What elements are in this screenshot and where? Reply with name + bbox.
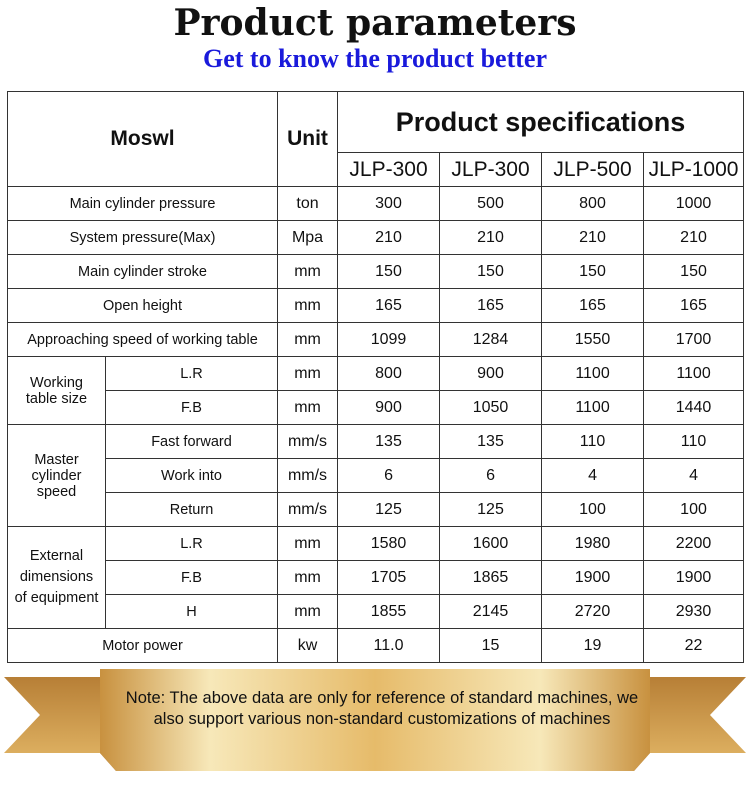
- cell-value: 1100: [542, 391, 644, 425]
- cell-value: 1000: [644, 187, 744, 221]
- row-label: Motor power: [8, 629, 278, 663]
- cell-value: 1900: [542, 561, 644, 595]
- model-header: JLP-300: [440, 153, 542, 187]
- cell-value: 1100: [644, 357, 744, 391]
- cell-value: 4: [542, 459, 644, 493]
- cell-value: 1050: [440, 391, 542, 425]
- spec-table: [7, 91, 744, 663]
- cell-value: 800: [338, 357, 440, 391]
- cell-value: 500: [440, 187, 542, 221]
- row-label: Return: [106, 493, 278, 527]
- row-unit: mm/s: [278, 459, 338, 493]
- table-row: [8, 221, 744, 255]
- cell-value: 125: [440, 493, 542, 527]
- cell-value: 100: [542, 493, 644, 527]
- cell-value: 110: [644, 425, 744, 459]
- cell-value: 125: [338, 493, 440, 527]
- cell-value: 165: [338, 289, 440, 323]
- row-label: Open height: [8, 289, 278, 323]
- cell-value: 1580: [338, 527, 440, 561]
- note-line-1: Note: The above data are only for reference of standard machines, we: [125, 689, 639, 707]
- cell-value: 2145: [440, 595, 542, 629]
- cell-value: 1100: [542, 357, 644, 391]
- table-row: [8, 357, 744, 391]
- row-unit: mm/s: [278, 493, 338, 527]
- table-row: [8, 289, 744, 323]
- cell-value: 1855: [338, 595, 440, 629]
- row-label: H: [106, 595, 278, 629]
- row-unit: mm: [278, 255, 338, 289]
- row-unit: mm: [278, 323, 338, 357]
- table-row: [8, 323, 744, 357]
- row-unit: mm: [278, 561, 338, 595]
- model-header: JLP-500: [542, 153, 644, 187]
- row-unit: mm: [278, 357, 338, 391]
- brand-header: Moswl: [8, 92, 278, 187]
- cell-value: 1705: [338, 561, 440, 595]
- cell-value: 1099: [338, 323, 440, 357]
- table-row: [8, 527, 744, 561]
- cell-value: 19: [542, 629, 644, 663]
- cell-value: 2200: [644, 527, 744, 561]
- table-row: [8, 561, 744, 595]
- row-unit: mm: [278, 595, 338, 629]
- cell-value: 2930: [644, 595, 744, 629]
- ribbon-tail-left: [4, 677, 116, 753]
- cell-value: 1440: [644, 391, 744, 425]
- cell-value: 210: [542, 221, 644, 255]
- row-label: Main cylinder stroke: [8, 255, 278, 289]
- row-unit: Mpa: [278, 221, 338, 255]
- cell-value: 135: [440, 425, 542, 459]
- row-label: Approaching speed of working table: [8, 323, 278, 357]
- cell-value: 900: [338, 391, 440, 425]
- row-unit: mm: [278, 391, 338, 425]
- cell-value: 165: [542, 289, 644, 323]
- group-label: Working table size: [8, 357, 106, 425]
- cell-value: 1284: [440, 323, 542, 357]
- cell-value: 6: [440, 459, 542, 493]
- cell-value: 15: [440, 629, 542, 663]
- cell-value: 150: [440, 255, 542, 289]
- cell-value: 1550: [542, 323, 644, 357]
- page-title: Product parameters: [173, 2, 577, 44]
- cell-value: 1900: [644, 561, 744, 595]
- row-unit: mm: [278, 527, 338, 561]
- group-label: External dimensions of equipment: [8, 527, 106, 629]
- cell-value: 1980: [542, 527, 644, 561]
- table-row: [8, 595, 744, 629]
- table-row: [8, 493, 744, 527]
- table-row: [8, 391, 744, 425]
- row-unit: ton: [278, 187, 338, 221]
- cell-value: 22: [644, 629, 744, 663]
- table-row: [8, 629, 744, 663]
- row-label: System pressure(Max): [8, 221, 278, 255]
- table-row: [8, 255, 744, 289]
- cell-value: 2720: [542, 595, 644, 629]
- row-label: Work into: [106, 459, 278, 493]
- cell-value: 11.0: [338, 629, 440, 663]
- row-label: F.B: [106, 561, 278, 595]
- cell-value: 210: [440, 221, 542, 255]
- cell-value: 800: [542, 187, 644, 221]
- cell-value: 210: [338, 221, 440, 255]
- cell-value: 165: [644, 289, 744, 323]
- row-unit: mm: [278, 289, 338, 323]
- cell-value: 1865: [440, 561, 542, 595]
- cell-value: 6: [338, 459, 440, 493]
- cell-value: 150: [542, 255, 644, 289]
- table-row: [8, 425, 744, 459]
- cell-value: 150: [338, 255, 440, 289]
- cell-value: 165: [440, 289, 542, 323]
- cell-value: 100: [644, 493, 744, 527]
- page-subtitle: Get to know the product better: [203, 44, 547, 73]
- row-label: Main cylinder pressure: [8, 187, 278, 221]
- row-unit: kw: [278, 629, 338, 663]
- cell-value: 110: [542, 425, 644, 459]
- cell-value: 300: [338, 187, 440, 221]
- cell-value: 1700: [644, 323, 744, 357]
- cell-value: 150: [644, 255, 744, 289]
- row-label: L.R: [106, 357, 278, 391]
- model-header: JLP-1000: [644, 153, 744, 187]
- row-label: F.B: [106, 391, 278, 425]
- footer-note: [112, 688, 652, 730]
- table-row: [8, 459, 744, 493]
- row-label: Fast forward: [106, 425, 278, 459]
- model-header: JLP-300: [338, 153, 440, 187]
- note-line-2: also support various non-standard customizations of machines: [153, 710, 611, 728]
- cell-value: 900: [440, 357, 542, 391]
- table-row: [8, 187, 744, 221]
- row-label: L.R: [106, 527, 278, 561]
- cell-value: 210: [644, 221, 744, 255]
- cell-value: 1600: [440, 527, 542, 561]
- cell-value: 4: [644, 459, 744, 493]
- group-label: Master cylinder speed: [8, 425, 106, 527]
- unit-header: Unit: [278, 92, 338, 187]
- cell-value: 135: [338, 425, 440, 459]
- spec-header: Product specifications: [338, 92, 744, 153]
- row-unit: mm/s: [278, 425, 338, 459]
